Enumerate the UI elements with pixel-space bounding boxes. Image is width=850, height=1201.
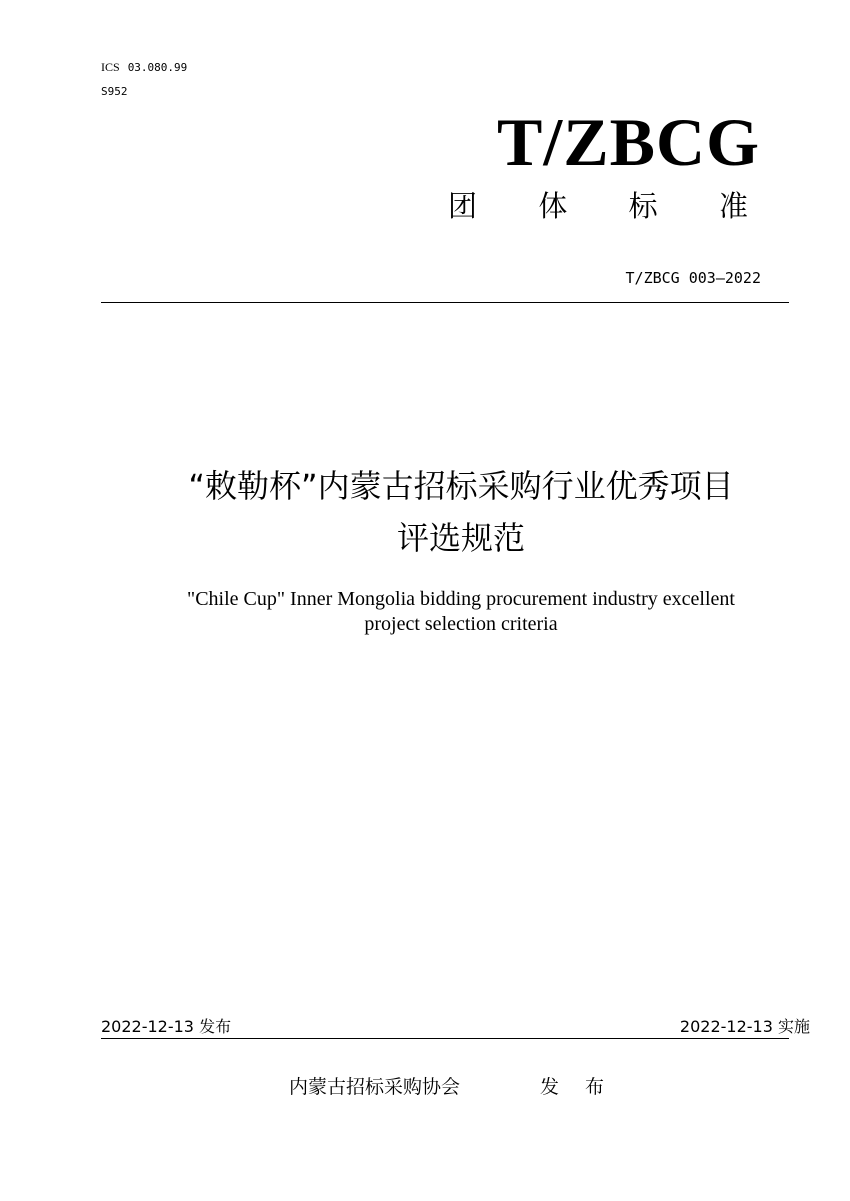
standard-type-char: 体 — [538, 189, 568, 223]
standard-type-char: 团 — [448, 189, 478, 223]
ccs-code: S952 — [101, 85, 128, 98]
footer-divider — [101, 1038, 789, 1039]
standard-type — [448, 186, 748, 226]
title-cn-line: “敕勒杯”内蒙古招标采购行业优秀项目 — [188, 467, 734, 505]
issue-date: 2022-12-13 发布 — [101, 1017, 232, 1036]
standard-number: T/ZBCG 003—2022 — [625, 269, 761, 287]
standard-logo: T/ZBCG — [497, 104, 760, 180]
document-title-cn — [101, 460, 821, 564]
document-title-en — [101, 587, 821, 637]
implementation-date: 2022-12-13 实施 — [679, 1017, 810, 1036]
title-cn-line: 评选规范 — [396, 519, 525, 557]
publish-label: 发 布 — [540, 1076, 615, 1098]
ics-label: ICS — [101, 60, 120, 74]
ics-line — [101, 60, 187, 75]
standard-type-char: 准 — [718, 189, 748, 223]
title-en-line: project selection criteria — [364, 613, 558, 635]
publisher-name: 内蒙古招标采购协会 — [289, 1076, 461, 1098]
standard-type-char: 标 — [628, 189, 658, 223]
title-en-line: "Chile Cup" Inner Mongolia bidding procurement industry excellent — [187, 588, 735, 610]
ics-code: 03.080.99 — [127, 61, 188, 74]
header-divider — [101, 302, 789, 303]
